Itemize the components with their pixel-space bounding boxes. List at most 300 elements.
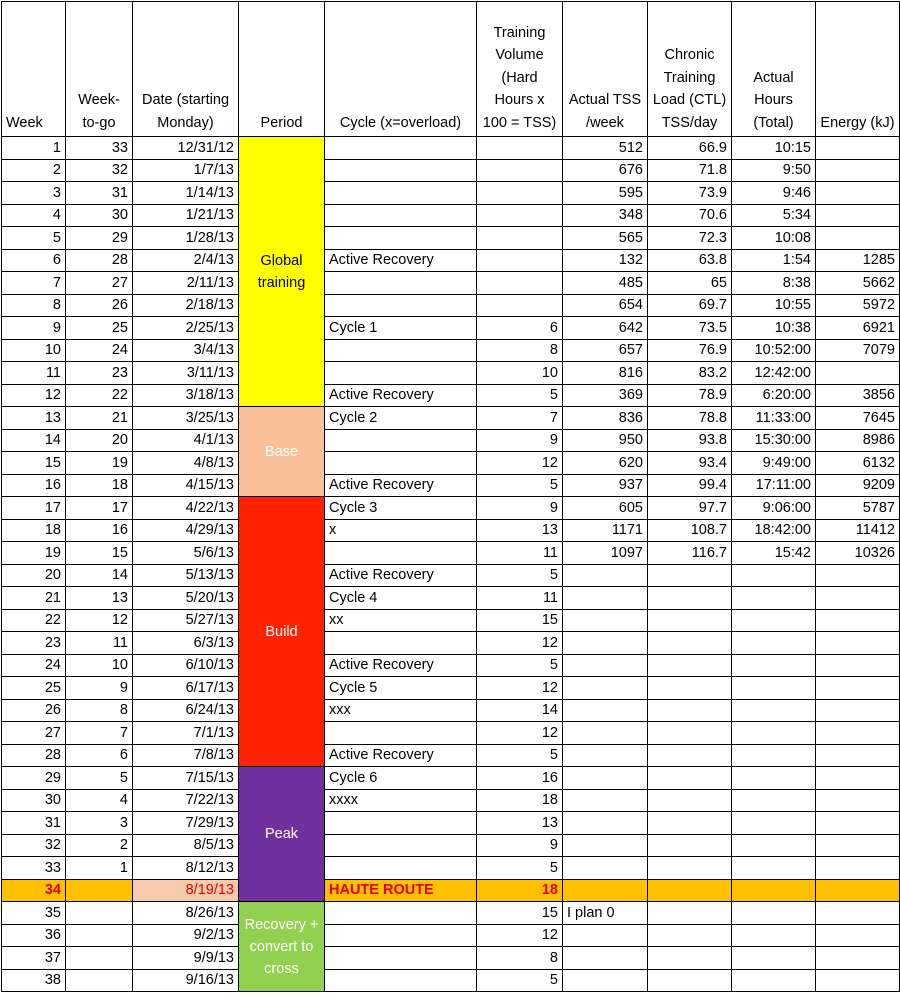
cell-cycle: Cycle 4 [325, 587, 477, 610]
cell-training-volume: 5 [477, 857, 563, 880]
cell-date: 1/21/13 [133, 204, 239, 227]
cell-training-volume: 7 [477, 407, 563, 430]
cell-energy: 6921 [816, 317, 900, 340]
cell-actual-tss: I plan 0 [563, 902, 648, 925]
cell-training-volume: 5 [477, 564, 563, 587]
cell-energy: 10326 [816, 542, 900, 565]
cell-actual-tss: 132 [563, 249, 648, 272]
cell-week: 30 [2, 789, 66, 812]
table-row [2, 767, 900, 790]
cell-date: 1/7/13 [133, 159, 239, 182]
cell-date: 4/1/13 [133, 429, 239, 452]
cell-date: 2/18/13 [133, 294, 239, 317]
cell-week: 31 [2, 812, 66, 835]
cell-energy: 9209 [816, 474, 900, 497]
cell-ctl: 63.8 [648, 249, 732, 272]
cell-cycle [325, 362, 477, 385]
cell-cycle [325, 632, 477, 655]
cell-week-to-go: 8 [66, 699, 133, 722]
cell-ctl [648, 767, 732, 790]
cell-week-to-go: 4 [66, 789, 133, 812]
cell-cycle [325, 159, 477, 182]
cell-week: 13 [2, 407, 66, 430]
cell-actual-tss: 937 [563, 474, 648, 497]
cell-week-to-go: 24 [66, 339, 133, 362]
cell-training-volume: 15 [477, 902, 563, 925]
cell-cycle: Active Recovery [325, 474, 477, 497]
cell-energy: 5787 [816, 497, 900, 520]
cell-actual-hours: 10:38 [732, 317, 816, 340]
cell-ctl [648, 812, 732, 835]
cell-ctl [648, 564, 732, 587]
cell-cycle: Cycle 1 [325, 317, 477, 340]
cell-week: 6 [2, 249, 66, 272]
cell-energy [816, 159, 900, 182]
table-row [2, 519, 900, 542]
cell-ctl [648, 879, 732, 902]
cell-ctl: 97.7 [648, 497, 732, 520]
table-row [2, 362, 900, 385]
cell-date: 6/10/13 [133, 654, 239, 677]
cell-training-volume: 12 [477, 632, 563, 655]
cell-week-to-go [66, 969, 133, 992]
cell-actual-hours [732, 924, 816, 947]
cell-energy [816, 182, 900, 205]
cell-week-to-go: 1 [66, 857, 133, 880]
header-training-volume: Training Volume (Hard Hours x 100 = TSS) [477, 2, 563, 137]
cell-ctl: 73.9 [648, 182, 732, 205]
cell-actual-hours: 15:42 [732, 542, 816, 565]
cell-date: 6/17/13 [133, 677, 239, 700]
cell-week-to-go: 26 [66, 294, 133, 317]
cell-date: 3/25/13 [133, 407, 239, 430]
cell-cycle: Active Recovery [325, 744, 477, 767]
cell-date: 12/31/12 [133, 137, 239, 160]
cell-energy [816, 587, 900, 610]
cell-date: 4/29/13 [133, 519, 239, 542]
header-energy: Energy (kJ) [816, 2, 900, 137]
header-cycle: Cycle (x=overload) [325, 2, 477, 137]
period-label: Recovery + convert to cross [244, 916, 319, 977]
cell-cycle: Active Recovery [325, 384, 477, 407]
cell-date: 6/24/13 [133, 699, 239, 722]
cell-energy [816, 767, 900, 790]
cell-week-to-go: 13 [66, 587, 133, 610]
cell-week-to-go: 9 [66, 677, 133, 700]
table-row [2, 699, 900, 722]
cell-actual-tss [563, 767, 648, 790]
cell-actual-tss [563, 969, 648, 992]
cell-week-to-go: 18 [66, 474, 133, 497]
cell-energy [816, 632, 900, 655]
header-ctl: Chronic Training Load (CTL) TSS/day [648, 2, 732, 137]
cell-ctl: 78.9 [648, 384, 732, 407]
cell-week: 18 [2, 519, 66, 542]
cell-actual-tss [563, 924, 648, 947]
cell-ctl [648, 744, 732, 767]
cell-week-to-go: 25 [66, 317, 133, 340]
cell-week-to-go: 23 [66, 362, 133, 385]
cell-ctl: 73.5 [648, 317, 732, 340]
cell-date: 8/5/13 [133, 834, 239, 857]
cell-cycle: x [325, 519, 477, 542]
cell-training-volume: 12 [477, 452, 563, 475]
cell-week-to-go: 27 [66, 272, 133, 295]
cell-date: 5/6/13 [133, 542, 239, 565]
table-row [2, 227, 900, 250]
cell-week-to-go: 32 [66, 159, 133, 182]
period-build [239, 497, 325, 767]
cell-ctl [648, 699, 732, 722]
cell-actual-hours [732, 587, 816, 610]
cell-ctl: 70.6 [648, 204, 732, 227]
cell-cycle [325, 182, 477, 205]
cell-week: 4 [2, 204, 66, 227]
cell-actual-hours [732, 767, 816, 790]
cell-week-to-go: 14 [66, 564, 133, 587]
cell-week: 22 [2, 609, 66, 632]
cell-week: 29 [2, 767, 66, 790]
cell-week-to-go: 15 [66, 542, 133, 565]
cell-date: 8/19/13 [133, 879, 239, 902]
cell-training-volume: 5 [477, 474, 563, 497]
cell-energy: 8986 [816, 429, 900, 452]
cell-actual-hours [732, 677, 816, 700]
cell-training-volume: 9 [477, 497, 563, 520]
cell-actual-tss [563, 812, 648, 835]
cell-ctl [648, 902, 732, 925]
cell-actual-hours: 5:34 [732, 204, 816, 227]
cell-actual-hours: 10:55 [732, 294, 816, 317]
cell-date: 9/16/13 [133, 969, 239, 992]
cell-cycle [325, 137, 477, 160]
cell-energy [816, 902, 900, 925]
cell-cycle [325, 812, 477, 835]
cell-energy [816, 969, 900, 992]
cell-training-volume: 15 [477, 609, 563, 632]
cell-training-volume: 9 [477, 834, 563, 857]
table-row [2, 654, 900, 677]
cell-cycle: Cycle 5 [325, 677, 477, 700]
cell-energy [816, 204, 900, 227]
cell-cycle: Cycle 3 [325, 497, 477, 520]
cell-actual-hours [732, 947, 816, 970]
period-global [239, 137, 325, 407]
cell-training-volume: 11 [477, 587, 563, 610]
cell-week-to-go: 2 [66, 834, 133, 857]
cell-cycle [325, 227, 477, 250]
cell-actual-hours [732, 857, 816, 880]
cell-actual-tss: 595 [563, 182, 648, 205]
cell-date: 8/26/13 [133, 902, 239, 925]
cell-energy [816, 564, 900, 587]
table-row [2, 947, 900, 970]
cell-cycle: Cycle 2 [325, 407, 477, 430]
header-actual-tss: Actual TSS /week [563, 2, 648, 137]
cell-actual-hours [732, 609, 816, 632]
cell-date: 5/20/13 [133, 587, 239, 610]
cell-energy: 11412 [816, 519, 900, 542]
cell-actual-tss [563, 699, 648, 722]
cell-week-to-go: 30 [66, 204, 133, 227]
cell-actual-hours: 1:54 [732, 249, 816, 272]
cell-energy [816, 924, 900, 947]
cell-week: 38 [2, 969, 66, 992]
cell-cycle: Cycle 6 [325, 767, 477, 790]
cell-actual-tss [563, 654, 648, 677]
cell-ctl: 69.7 [648, 294, 732, 317]
cell-week: 5 [2, 227, 66, 250]
cell-week: 10 [2, 339, 66, 362]
cell-actual-hours: 17:11:00 [732, 474, 816, 497]
table-row [2, 722, 900, 745]
cell-week-to-go: 29 [66, 227, 133, 250]
cell-cycle: Active Recovery [325, 249, 477, 272]
cell-energy: 7645 [816, 407, 900, 430]
cell-ctl: 93.8 [648, 429, 732, 452]
table-row [2, 182, 900, 205]
cell-week: 19 [2, 542, 66, 565]
cell-ctl: 108.7 [648, 519, 732, 542]
cell-actual-hours: 10:52:00 [732, 339, 816, 362]
table-row [2, 204, 900, 227]
cell-ctl [648, 924, 732, 947]
cell-training-volume: 8 [477, 947, 563, 970]
cell-date: 9/9/13 [133, 947, 239, 970]
cell-week: 26 [2, 699, 66, 722]
cell-energy [816, 857, 900, 880]
cell-actual-hours: 9:49:00 [732, 452, 816, 475]
cell-actual-tss: 654 [563, 294, 648, 317]
cell-cycle [325, 429, 477, 452]
training-plan-table [1, 1, 900, 992]
cell-actual-hours: 10:15 [732, 137, 816, 160]
cell-actual-hours [732, 789, 816, 812]
cell-week-to-go: 22 [66, 384, 133, 407]
cell-cycle [325, 204, 477, 227]
cell-training-volume [477, 204, 563, 227]
cell-cycle: Active Recovery [325, 564, 477, 587]
cell-date: 3/4/13 [133, 339, 239, 362]
cell-ctl: 78.8 [648, 407, 732, 430]
table-row [2, 429, 900, 452]
cell-week: 23 [2, 632, 66, 655]
cell-actual-hours: 9:06:00 [732, 497, 816, 520]
cell-cycle [325, 542, 477, 565]
cell-week: 14 [2, 429, 66, 452]
cell-training-volume: 18 [477, 789, 563, 812]
cell-date: 4/8/13 [133, 452, 239, 475]
cell-energy: 1285 [816, 249, 900, 272]
cell-cycle [325, 969, 477, 992]
cell-training-volume [477, 227, 563, 250]
table-body [2, 137, 900, 992]
table-row [2, 789, 900, 812]
cell-actual-hours [732, 744, 816, 767]
header-week-to-go: Week-to-go [66, 2, 133, 137]
cell-energy [816, 609, 900, 632]
cell-actual-tss [563, 564, 648, 587]
cell-cycle [325, 857, 477, 880]
cell-actual-tss: 950 [563, 429, 648, 452]
cell-date: 4/15/13 [133, 474, 239, 497]
cell-actual-tss [563, 677, 648, 700]
cell-actual-tss [563, 857, 648, 880]
cell-date: 1/14/13 [133, 182, 239, 205]
header-actual-hours: Actual Hours (Total) [732, 2, 816, 137]
cell-energy [816, 722, 900, 745]
cell-training-volume [477, 272, 563, 295]
table-row [2, 879, 900, 902]
cell-actual-tss: 1097 [563, 542, 648, 565]
cell-energy [816, 137, 900, 160]
cell-actual-tss: 657 [563, 339, 648, 362]
cell-date: 9/2/13 [133, 924, 239, 947]
table-row [2, 969, 900, 992]
cell-energy [816, 789, 900, 812]
cell-training-volume: 12 [477, 722, 563, 745]
cell-week: 1 [2, 137, 66, 160]
cell-cycle [325, 947, 477, 970]
cell-ctl: 116.7 [648, 542, 732, 565]
cell-energy [816, 699, 900, 722]
cell-ctl: 99.4 [648, 474, 732, 497]
cell-week: 25 [2, 677, 66, 700]
cell-actual-tss: 565 [563, 227, 648, 250]
cell-week: 34 [2, 879, 66, 902]
cell-week: 7 [2, 272, 66, 295]
cell-actual-hours: 18:42:00 [732, 519, 816, 542]
cell-ctl [648, 654, 732, 677]
cell-week-to-go [66, 924, 133, 947]
cell-week: 17 [2, 497, 66, 520]
cell-week: 27 [2, 722, 66, 745]
cell-week: 37 [2, 947, 66, 970]
cell-energy: 7079 [816, 339, 900, 362]
cell-training-volume: 5 [477, 744, 563, 767]
cell-ctl: 65 [648, 272, 732, 295]
cell-actual-hours [732, 722, 816, 745]
cell-ctl [648, 947, 732, 970]
table-row [2, 272, 900, 295]
cell-week-to-go: 6 [66, 744, 133, 767]
cell-cycle [325, 924, 477, 947]
cell-training-volume [477, 249, 563, 272]
header-week: Week [2, 2, 66, 137]
table-row [2, 384, 900, 407]
cell-week: 28 [2, 744, 66, 767]
cell-date: 2/25/13 [133, 317, 239, 340]
cell-date: 1/28/13 [133, 227, 239, 250]
cell-actual-tss [563, 879, 648, 902]
cell-date: 3/11/13 [133, 362, 239, 385]
cell-date: 7/1/13 [133, 722, 239, 745]
cell-actual-hours [732, 564, 816, 587]
cell-cycle: HAUTE ROUTE [325, 879, 477, 902]
cell-week: 36 [2, 924, 66, 947]
cell-cycle [325, 722, 477, 745]
table-row [2, 587, 900, 610]
cell-week-to-go [66, 902, 133, 925]
table-row [2, 497, 900, 520]
cell-energy [816, 744, 900, 767]
period-recovery [239, 902, 325, 992]
cell-ctl: 66.9 [648, 137, 732, 160]
cell-training-volume: 5 [477, 969, 563, 992]
cell-actual-tss: 605 [563, 497, 648, 520]
cell-actual-hours [732, 654, 816, 677]
table-row [2, 834, 900, 857]
cell-cycle [325, 272, 477, 295]
cell-week: 21 [2, 587, 66, 610]
cell-actual-tss: 620 [563, 452, 648, 475]
header-date: Date (starting Monday) [133, 2, 239, 137]
cell-cycle: xxxx [325, 789, 477, 812]
cell-actual-tss [563, 834, 648, 857]
cell-energy [816, 879, 900, 902]
cell-actual-hours: 12:42:00 [732, 362, 816, 385]
table-row [2, 407, 900, 430]
cell-week: 9 [2, 317, 66, 340]
cell-actual-tss: 642 [563, 317, 648, 340]
cell-actual-hours: 9:50 [732, 159, 816, 182]
cell-training-volume [477, 137, 563, 160]
table-row [2, 632, 900, 655]
table-row [2, 812, 900, 835]
cell-actual-tss: 348 [563, 204, 648, 227]
cell-training-volume: 13 [477, 519, 563, 542]
cell-training-volume: 5 [477, 384, 563, 407]
cell-actual-tss [563, 609, 648, 632]
cell-actual-hours: 10:08 [732, 227, 816, 250]
cell-cycle [325, 294, 477, 317]
cell-actual-tss: 816 [563, 362, 648, 385]
cell-ctl [648, 969, 732, 992]
cell-week: 2 [2, 159, 66, 182]
cell-date: 7/15/13 [133, 767, 239, 790]
table-row [2, 744, 900, 767]
cell-week-to-go: 21 [66, 407, 133, 430]
cell-energy [816, 947, 900, 970]
cell-actual-tss [563, 744, 648, 767]
cell-cycle [325, 452, 477, 475]
table-row [2, 339, 900, 362]
cell-actual-hours [732, 632, 816, 655]
cell-cycle [325, 834, 477, 857]
cell-week: 33 [2, 857, 66, 880]
cell-week-to-go [66, 947, 133, 970]
cell-week-to-go: 19 [66, 452, 133, 475]
period-base [239, 407, 325, 497]
cell-energy: 5662 [816, 272, 900, 295]
cell-week: 32 [2, 834, 66, 857]
cell-energy: 5972 [816, 294, 900, 317]
cell-date: 3/18/13 [133, 384, 239, 407]
period-label: Build [265, 623, 298, 640]
table-row [2, 609, 900, 632]
cell-actual-tss [563, 789, 648, 812]
cell-actual-tss: 512 [563, 137, 648, 160]
cell-ctl: 76.9 [648, 339, 732, 362]
cell-cycle [325, 339, 477, 362]
cell-ctl: 83.2 [648, 362, 732, 385]
cell-date: 5/27/13 [133, 609, 239, 632]
cell-week: 15 [2, 452, 66, 475]
table-row [2, 677, 900, 700]
cell-week: 8 [2, 294, 66, 317]
cell-week-to-go: 3 [66, 812, 133, 835]
cell-ctl [648, 722, 732, 745]
